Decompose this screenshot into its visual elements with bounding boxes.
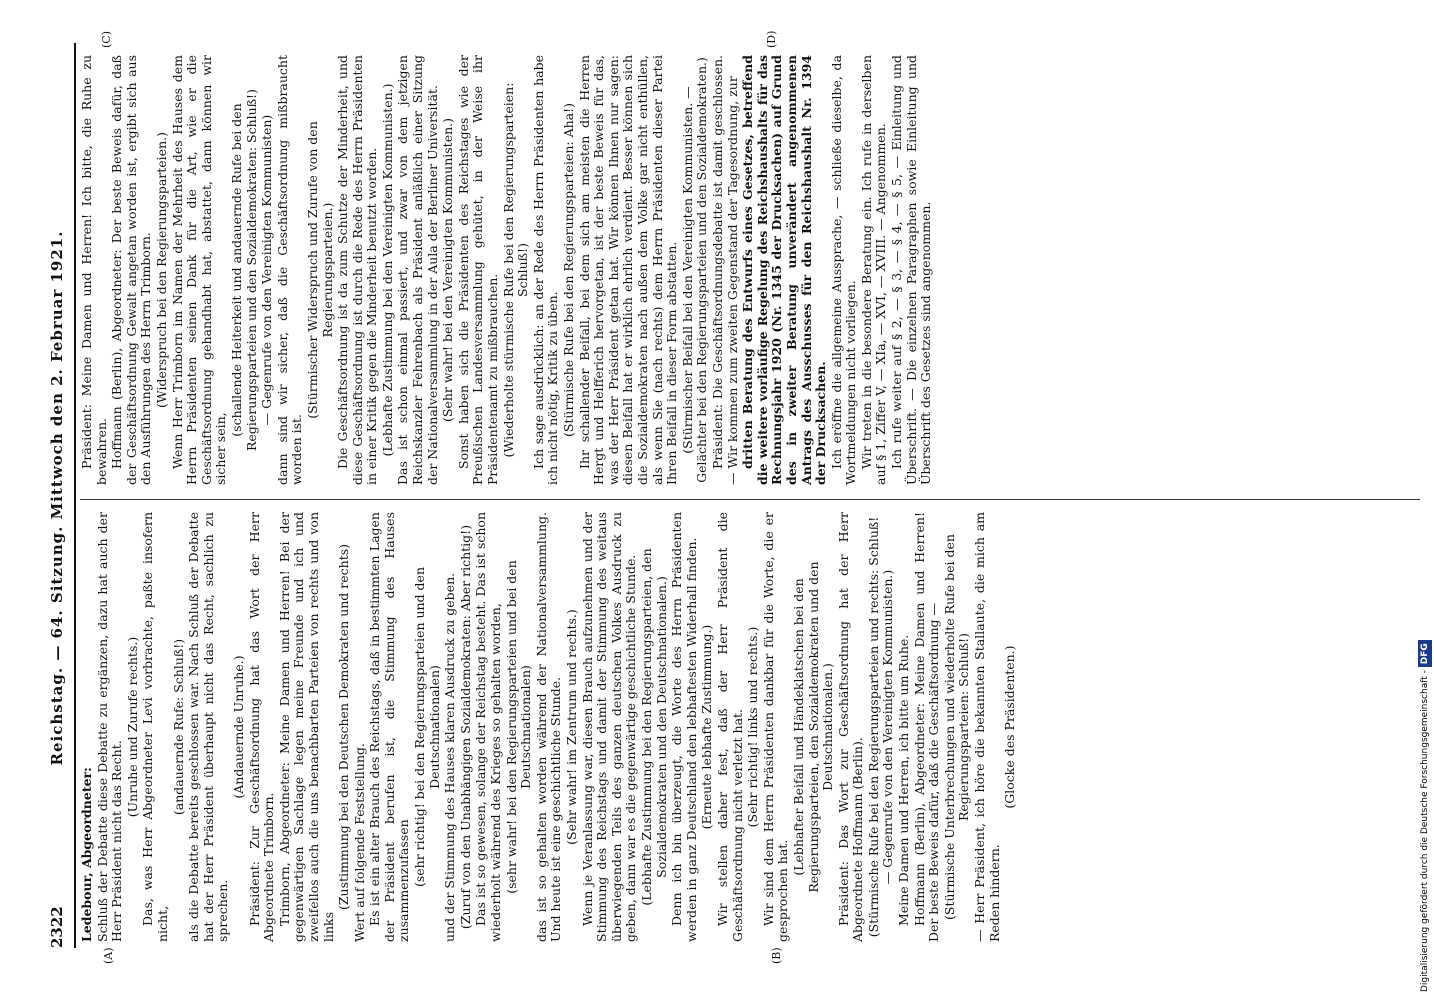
interjection: (sehr richtig! bei den Regierungsparteien und den Deutschnationalen): [412, 566, 442, 888]
paragraph: Sonst haben sich die Präsidenten des Reichstages wie der Preußischen Landesversammlung gehütet, in der Weise ihr Präsidentenamt zu mißbrauchen.: [455, 55, 501, 485]
paragraph: und der Stimmung des Hauses klaren Ausdruck zu geben.: [442, 572, 458, 942]
paragraph: Wir stellen daher fest, daß der Herr Präsident die Geschäftsordnung nicht verletzt hat.: [714, 512, 745, 942]
paragraph: Das, was Herr Abgeordneter Levi vorbrachte, paßte insofern nicht,: [140, 512, 170, 942]
interjection: (Stürmische Rufe bei den Regierungsparteien und rechts: Schluß! — Gegenrufe von den Vereinigten Kommunisten.): [865, 516, 896, 938]
interjection: (Zustimmung bei den Deutschen Demokraten und rechts): [336, 543, 352, 911]
paragraph: Wert auf folgende Feststellung.: [351, 742, 367, 942]
paragraph: Wir sind dem Herrn Präsidenten dankbar für die Worte, die er gesprochen hat.: [760, 512, 791, 942]
interjection: (Unruhe und Zurufe rechts.): [124, 636, 140, 818]
page-header: [48, 48, 74, 948]
paragraph: Das ist so gewesen, solange der Reichstag besteht. Das ist schon wiederholt während des Krieges so gehalten worden,: [473, 512, 504, 942]
margin-mark-d: (D): [765, 30, 778, 48]
margin-mark-c: (C): [100, 31, 113, 48]
interjection: (Stürmische Rufe bei den Regierungsparteien: Aha!): [561, 102, 576, 438]
paragraph: Präsident: Zur Geschäftsordnung hat das Wort der Herr Abgeordnete Trimborn.: [246, 512, 277, 942]
digitization-text: Digitalisierung gefördert durch die Deutsche Forschungsgemeinschaft -: [1420, 670, 1430, 992]
paragraph: Präsident: Meine Damen und Herren! Ich bitte, die Ruhe zu bewahren.: [79, 55, 109, 485]
paragraph: Hoffmann (Berlin), Abgeordneter: Der beste Beweis dafür, daß der Geschäftsordnung Gewalt angetan worden ist, ergibt sich aus den Ausführungen des Herrn Trimborn.: [109, 55, 154, 485]
interjection: — Gegenrufe von den Vereinigten Kommunisten): [259, 114, 275, 426]
interjection: (Stürmischer Beifall bei den Vereinigten Kommunisten. — Gelächter bei den Regierungsparteien und den Sozialdemokraten.): [679, 57, 710, 483]
column-rule: [80, 499, 1420, 500]
dfg-logo: DFG: [1418, 640, 1432, 667]
interjection: (Lebhafte Zustimmung bei den Regierungsparteien, den Sozialdemokraten und den Deutschnationalen.): [638, 548, 669, 906]
paragraph: Die Geschäftsordnung ist da zum Schutze der Minderheit, und diese Geschäftsordnung ist durch die Rede des Herrn Präsidenten in einer Kritik gegen die Minderheit benutzt worden.: [335, 55, 380, 485]
interjection: (Andauernde Unruhe.): [230, 655, 246, 799]
interjection: (Wiederholte stürmische Rufe bei den Regierungsparteien: Schluß!): [500, 82, 531, 458]
interjection: (Lebhafter Beifall und Händeklatschen bei den Regierungsparteien, den Sozialdemokraten und den Deutschnationalen.): [790, 561, 836, 893]
paragraph: Schluß der Debatte diese Debatte zu ergänzen, dazu hat auch der Herr Präsident nicht das Recht.: [94, 512, 125, 942]
header-rule: [74, 43, 76, 948]
interjection: (schallende Heiterkeit und andauernde Rufe bei den Regierungsparteien und den Sozialdemokraten: Schluß!): [228, 89, 259, 451]
paragraph: Das ist schon einmal passiert, und zwar von dem jetzigen Reichskanzler Fehrenbach als Präsident anläßlich einer Sitzung der Nationalversammlung in der Aula der Berliner Universität.: [395, 55, 440, 485]
interjection: (Glocke des Präsidenten.): [1002, 645, 1018, 809]
interjection: (Zuruf von den Unabhängigen Sozialdemokraten: Aber richtig!): [457, 524, 473, 930]
rotated-page: [40, 30, 1434, 970]
interjection: (Sehr wahr! bei den Vereinigten Kommunisten.): [440, 117, 456, 423]
margin-mark-a: (A): [102, 947, 115, 964]
paragraph: dann sind wir sicher, daß die Geschäftsordnung mißbraucht worden ist.: [274, 55, 305, 485]
paragraph: Präsident: Das Wort zur Geschäftsordnung hat der Herr Abgeordnete Hoffmann (Berlin).: [835, 512, 866, 942]
column-left: [80, 512, 1019, 942]
paragraph: Ich rufe weiter auf § 2, — § 3, — § 4, — § 5, — Einleitung und Überschrift. — Die einzelnen Paragraphen sowie Einleitung und Überschrift des Gesetzes sind angenommen.: [889, 55, 934, 485]
interjection: (Sehr wahr! im Zentrum und rechts.): [564, 609, 579, 845]
paragraph: — Herr Präsident, ich höre die bekannten Stallaute, die mich am Reden hindern.: [972, 512, 1002, 942]
agenda-item: dritten Beratung des Entwurfs eines Gesetzes, betreffend die weitere vorläufige Regelung des Reichshaushalts für das Rechnungsjahr 1920 (Nr. 1345 der Drucksachen) auf Grund des in zweiter Beratung unverändert angenommenen Antrags des Ausschusses für den Reichshaushalt Nr. 1394 der Drucksachen.: [740, 55, 829, 485]
interjection: (sehr wahr! bei den Regierungsparteien und bei den Deutschnationalen): [503, 560, 534, 894]
paragraph: Präsident: Die Geschäftsordnungsdebatte ist damit geschlossen. — Wir kommen zum zweiten Gegenstand der Tagesordnung, zur: [709, 55, 740, 485]
interjection: (Stürmische Unterbrechungen und wiederholte Rufe bei den Regierungsparteien: Schluß!): [941, 534, 972, 920]
paragraph: Ich sage ausdrücklich: an der Rede des Herrn Präsidenten habe ich nicht nötig, Kritik zu üben.: [530, 55, 561, 485]
paragraph: als die Debatte bereits geschlossen war. Nach Schluß der Debatte hat der Herr Präsident überhaupt nicht das Recht, sachlich zu sprechen.: [186, 512, 231, 942]
header-title: Reichstag. — 64. Sitzung. Mittwoch den 2. Februar 1921.: [48, 230, 66, 766]
page-number: 2322: [48, 906, 66, 948]
paragraph: das ist so gehalten worden während der Nationalversammlung. Und heute ist eine geschichtliche Stunde.: [533, 512, 564, 942]
interjection: (Erneute lebhafte Zustimmung.): [699, 624, 715, 830]
paragraph: Trimborn, Abgeordneter: Meine Damen und Herren! Bei der gegenwärtigen Sachlage legen meine Freunde und ich und zweifellos auch die uns benachbarten Parteien von rechts und von links: [276, 512, 336, 942]
paragraph: Hoffmann (Berlin), Abgeordneter: Meine Damen und Herren! Der beste Beweis dafür, daß die Geschäftsordnung —: [911, 512, 942, 942]
interjection: (Sehr richtig! links und rechts.): [745, 626, 761, 828]
paragraph: Meine Damen und Herren, ich bitte um Ruhe.: [896, 634, 912, 926]
interjection: (andauernde Rufe: Schluß!): [170, 638, 186, 816]
digitization-note: [1418, 8, 1432, 992]
interjection: (Stürmischer Widerspruch und Zurufe von den Regierungsparteien.): [304, 121, 335, 419]
speaker-line: Ledebour, Abgeordneter:: [79, 767, 94, 942]
margin-mark-b: (B): [770, 947, 783, 964]
paragraph: Wenn Herr Trimborn im Namen der Mehrheit des Hauses dem Herrn Präsidenten seinen Dank für die Art, wie er die Geschäftsordnung gehandhabt hat, abstattet, dann können wir sicher sein,: [169, 55, 229, 485]
paragraph: Ihr schallender Beifall, bei dem sich am meisten die Herren Hergt und Helfferich hervorgetan, ist der beste Beweis für das, was der Herr Präsident getan hat. Wir können Ihnen nur sagen: diesen Beifall hat er wirklich ehrlich verdient. Besser können sich die Sozialdemokraten nach außen dem Volke gar nicht enthüllen, als wenn Sie (nach rechts) dem Herrn Präsidenten dieser Partei Ihren Beifall in dieser Form abstatten.: [576, 55, 680, 485]
paragraph: Wenn je Veranlassung war, diesen Brauch aufzunehmen und der Stimmung des Reichstags und damit der Stimmung des weitaus überwiegenden Teils des ganzen deutschen Volkes Ausdruck zu geben, dann war es die gegenwärtige geschichtliche Stunde.: [579, 512, 639, 942]
paragraph: Es ist ein alter Brauch des Reichstags, daß in bestimmten Lagen der Präsident berufen ist, die Stimmung des Hauses zusammenzufassen: [367, 512, 412, 942]
column-right: [80, 55, 935, 485]
interjection: (Widerspruch bei den Regierungsparteien.): [153, 132, 169, 408]
paragraph: Wir treten in die besondere Beratung ein. Ich rufe in derselben auf § 1, Ziffer V, — XIa, — XVI, — XVIII. — Angenommen.: [858, 55, 889, 485]
paragraph: Denn ich bin überzeugt, die Worte des Herrn Präsidenten werden in ganz Deutschland den lebhaftesten Widerhall finden.: [669, 512, 699, 942]
paragraph: Ich eröffne die allgemeine Aussprache, — schließe dieselbe, da Wortmeldungen nicht vorliegen.: [828, 55, 859, 485]
interjection: (Lebhafte Zustimmung bei den Vereinigten Kommunisten.): [379, 83, 395, 457]
